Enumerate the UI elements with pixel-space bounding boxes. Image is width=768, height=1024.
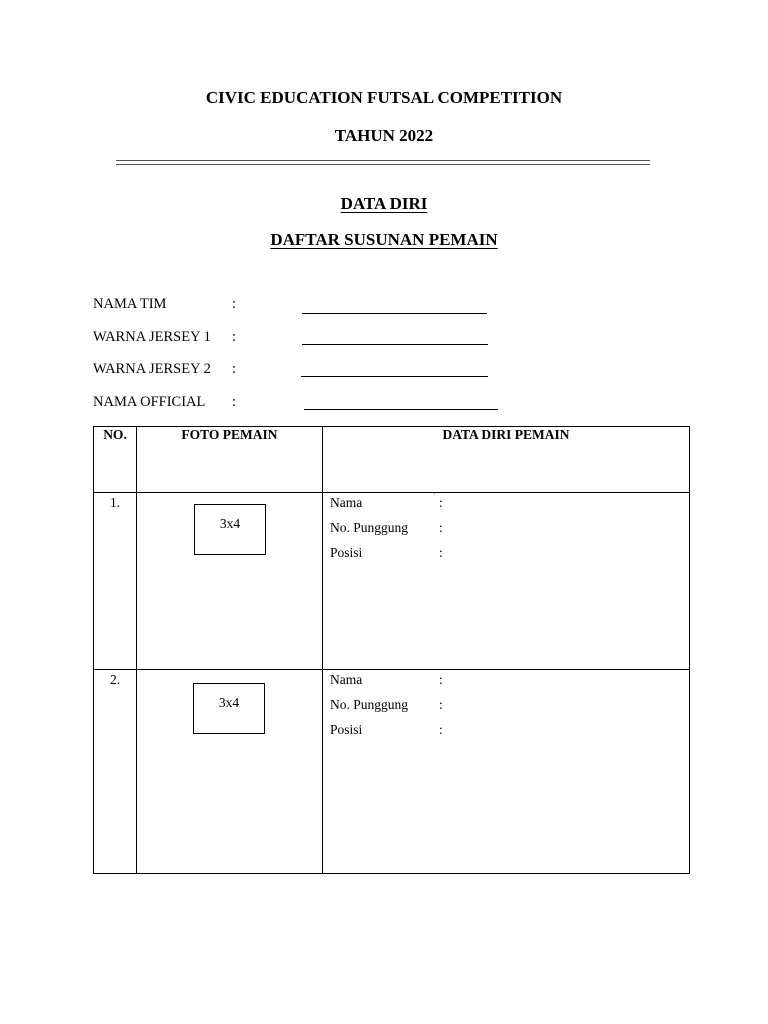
field-colon: : xyxy=(232,296,237,312)
player-data-cell xyxy=(323,670,690,874)
official-input-line[interactable] xyxy=(304,409,498,410)
photo-size-label: 3x4 xyxy=(219,516,241,531)
column-divider xyxy=(434,493,435,495)
header-photo: FOTO PEMAIN xyxy=(137,427,323,493)
field-label-position: Posisi xyxy=(330,722,363,737)
table-header-row xyxy=(94,427,690,493)
field-label-jersey-2: WARNA JERSEY 2 xyxy=(93,361,211,377)
document-year: TAHUN 2022 xyxy=(334,126,434,145)
header-rule-bottom xyxy=(116,164,650,165)
photo-cell xyxy=(137,493,323,670)
header-player-data: DATA DIRI PEMAIN xyxy=(323,427,690,493)
row-number: 1. xyxy=(94,493,137,670)
field-label-jersey-number: No. Punggung xyxy=(330,697,409,712)
field-colon: : xyxy=(439,495,443,510)
field-colon: : xyxy=(232,329,237,345)
row-number: 2. xyxy=(94,670,137,874)
field-colon: : xyxy=(232,361,237,377)
table-row xyxy=(94,670,690,874)
section-title: DATA DIRI xyxy=(340,194,428,213)
header-rule-top xyxy=(116,160,650,161)
player-roster-table xyxy=(93,426,690,874)
field-label-position: Posisi xyxy=(330,545,363,560)
field-label-jersey-1: WARNA JERSEY 1 xyxy=(93,329,211,345)
header-no: NO. xyxy=(94,427,137,493)
jersey-2-input-line[interactable] xyxy=(301,376,488,377)
field-colon: : xyxy=(439,520,443,535)
field-label-jersey-number: No. Punggung xyxy=(330,520,409,535)
field-colon: : xyxy=(439,545,443,560)
photo-cell xyxy=(137,670,323,874)
player-data-cell xyxy=(323,493,690,670)
field-label-official: NAMA OFFICIAL xyxy=(93,394,206,410)
document-title: CIVIC EDUCATION FUTSAL COMPETITION xyxy=(205,88,563,107)
section-subtitle: DAFTAR SUSUNAN PEMAIN xyxy=(270,230,498,249)
field-label-name: Nama xyxy=(330,672,363,687)
field-colon: : xyxy=(439,672,443,687)
field-label-team-name: NAMA TIM xyxy=(93,296,167,312)
photo-placeholder[interactable] xyxy=(193,683,265,734)
field-label-name: Nama xyxy=(330,495,363,510)
table-row xyxy=(94,493,690,670)
field-colon: : xyxy=(439,722,443,737)
field-colon: : xyxy=(439,697,443,712)
photo-placeholder[interactable] xyxy=(194,504,266,555)
jersey-1-input-line[interactable] xyxy=(302,344,488,345)
photo-size-label: 3x4 xyxy=(218,695,240,710)
team-name-input-line[interactable] xyxy=(302,313,487,314)
field-colon: : xyxy=(232,394,237,410)
